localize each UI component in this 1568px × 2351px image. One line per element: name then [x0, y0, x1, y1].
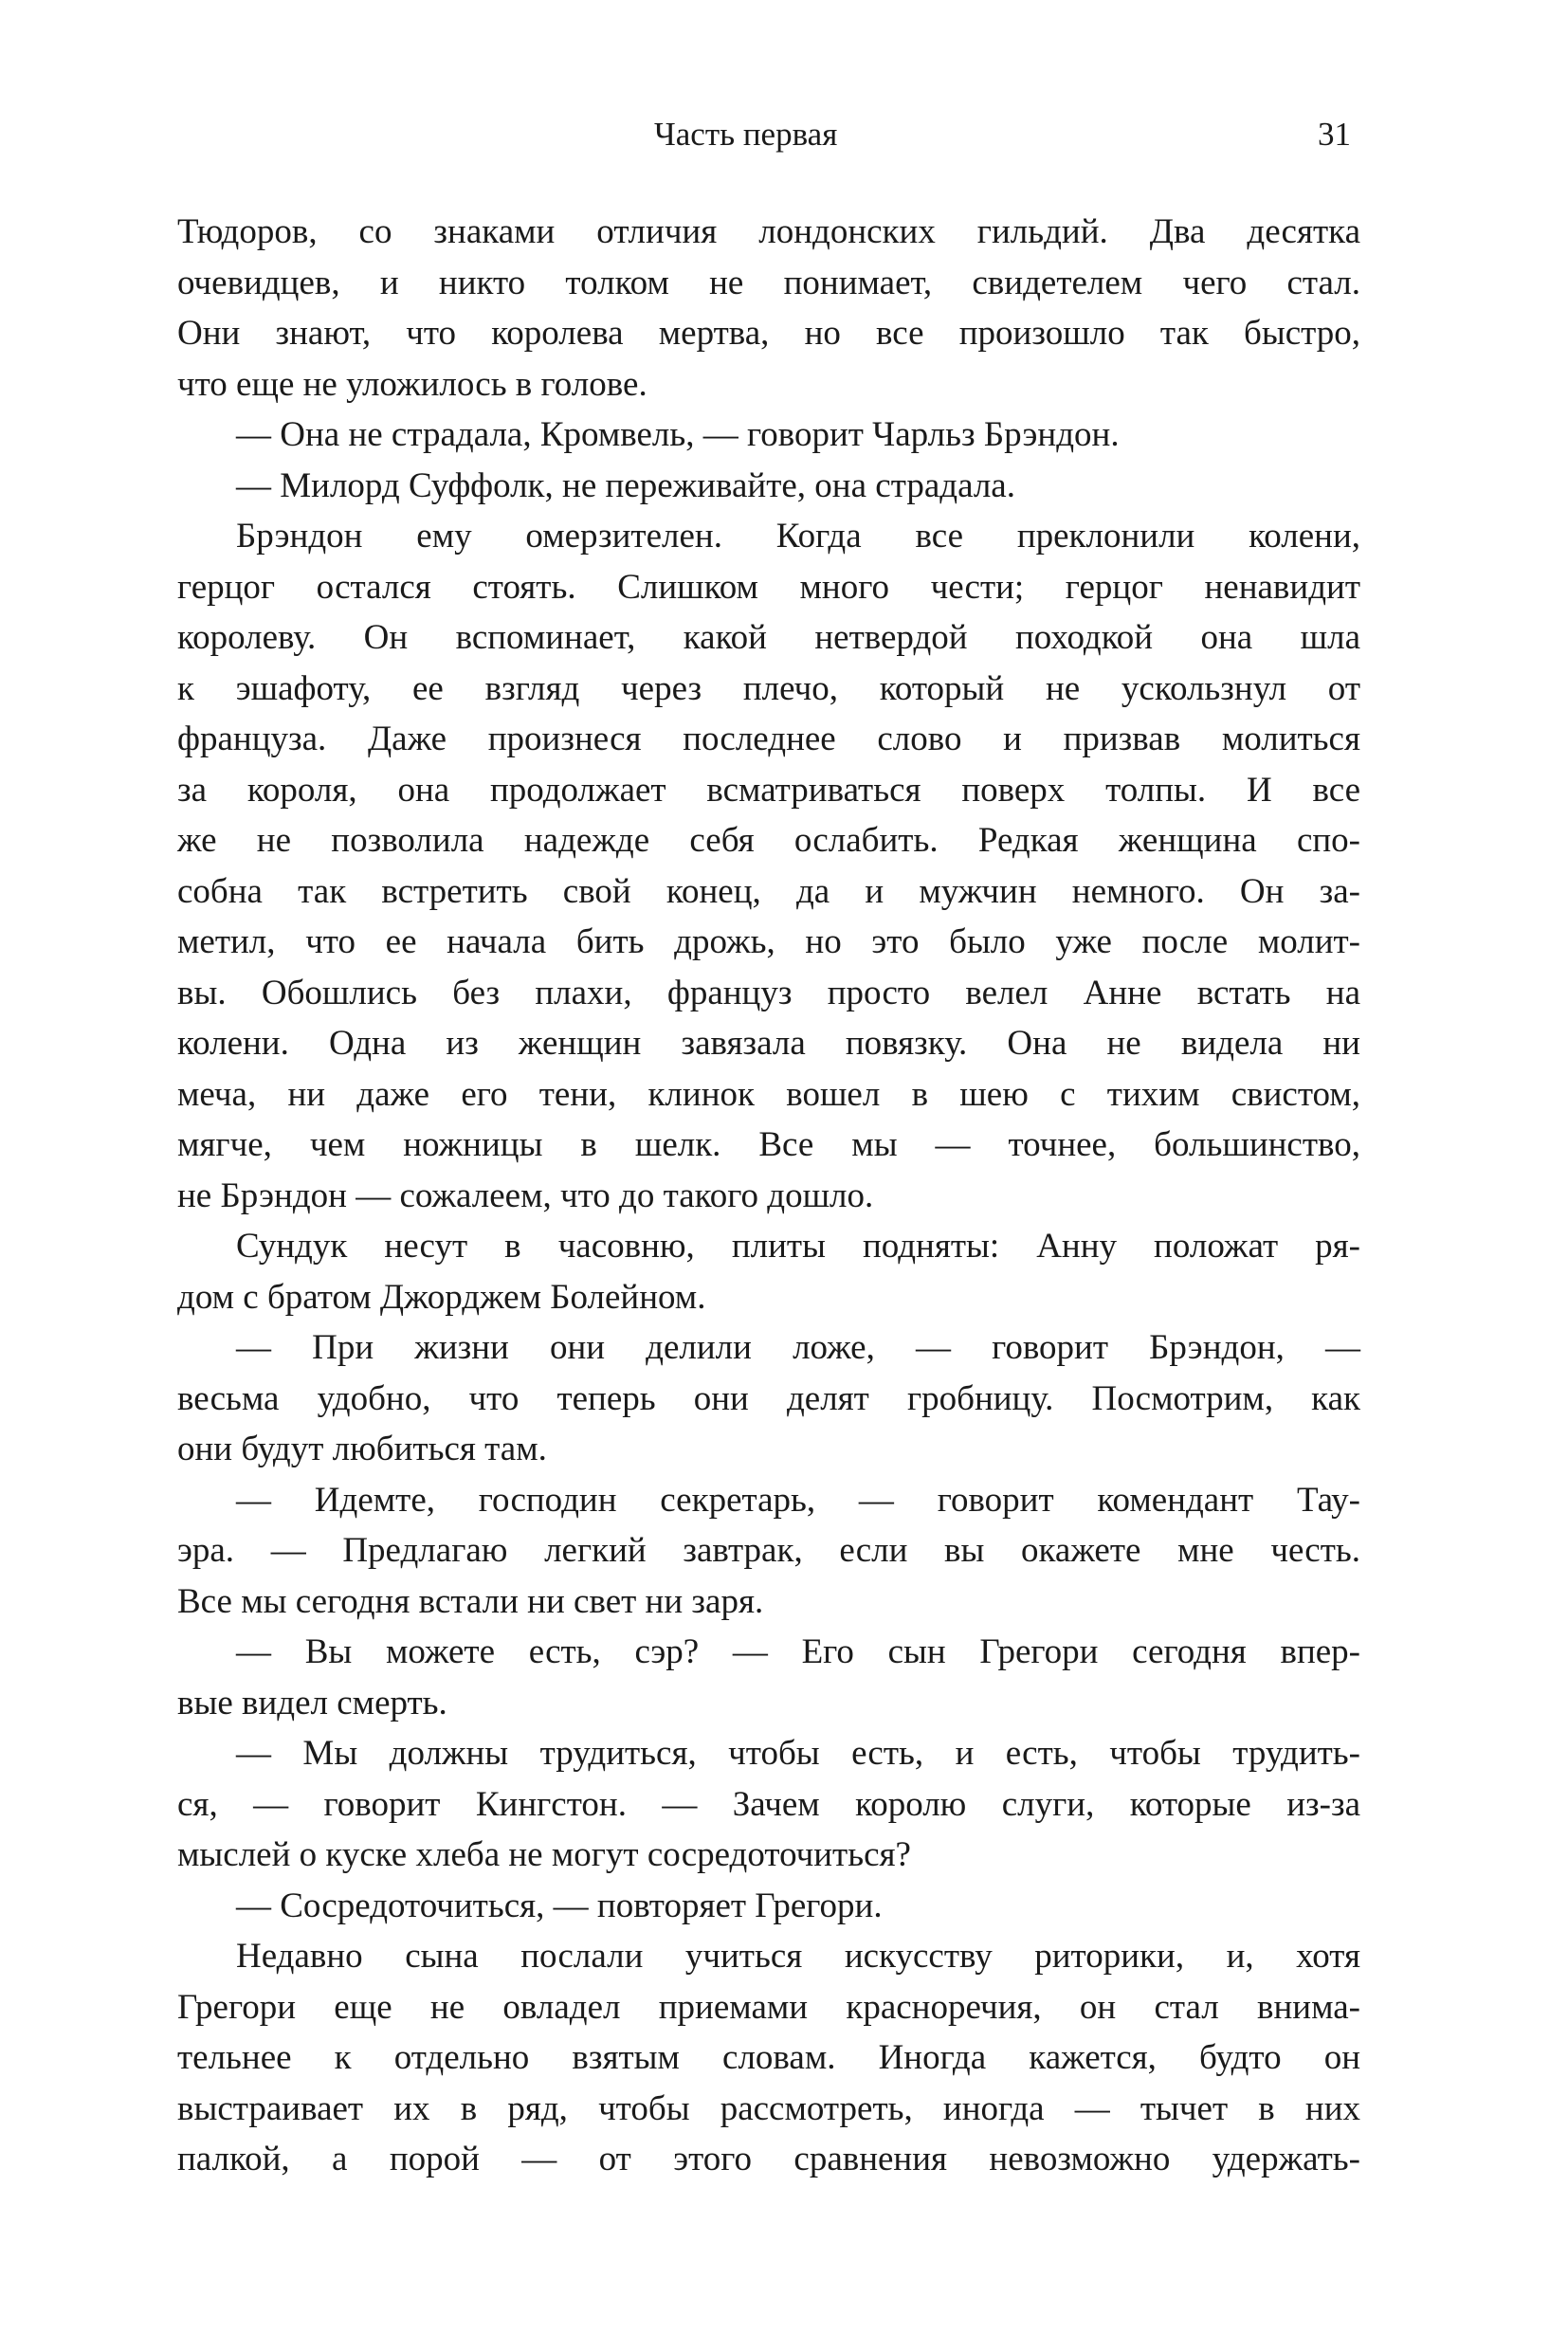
- text-line: герцог остался стоять. Слишком много чести; герцог ненавидит: [177, 567, 1360, 607]
- text-line: мыслей о куске хлеба не могут сосредоточиться?: [177, 1835, 911, 1874]
- text-line: — Милорд Суффолк, не переживайте, она страдала.: [236, 465, 1015, 505]
- text-line: Тюдоров, со знаками отличия лондонских гильдий. Два десятка: [177, 212, 1360, 251]
- text-line: выстраивает их в ряд, чтобы рассмотреть, иногда — тычет в них: [177, 2088, 1360, 2128]
- running-head: [0, 112, 1568, 157]
- text-line: Недавно сына послали учиться искусству риторики, и, хотя: [236, 1937, 1360, 1976]
- text-line: — Она не страдала, Кромвель, — говорит Чарльз Брэндон.: [236, 415, 1120, 454]
- text-line: весьма удобно, что теперь они делят гробницу. Посмотрим, как: [177, 1378, 1360, 1418]
- text-line: — При жизни они делили ложе, — говорит Брэндон, —: [236, 1328, 1360, 1367]
- text-line: — Мы должны трудиться, чтобы есть, и есть, чтобы трудить-: [236, 1734, 1360, 1773]
- text-line: очевидцев, и никто толком не понимает, свидетелем чего стал.: [177, 263, 1360, 302]
- text-line: Сундук несут в часовню, плиты подняты: Анну положат ря-: [236, 1227, 1360, 1266]
- text-line: дом с братом Джорджем Болейном.: [177, 1277, 706, 1317]
- text-line: — Сосредоточиться, — повторяет Грегори.: [236, 1886, 883, 1925]
- text-line: — Идемте, господин секретарь, — говорит комендант Тау-: [236, 1480, 1360, 1520]
- text-line: вые видел смерть.: [177, 1683, 447, 1722]
- running-title: Часть первая: [654, 116, 838, 153]
- body-text: [177, 207, 1360, 2185]
- text-line: за короля, она продолжает всматриваться поверх толпы. И все: [177, 770, 1360, 810]
- text-line: Грегори еще не овладел приемами красноречия, он стал внима-: [177, 1987, 1360, 2027]
- text-line: мягче, чем ножницы в шелк. Все мы — точнее, большинство,: [177, 1125, 1360, 1164]
- text-line: меча, ни даже его тени, клинок вошел в шею с тихим свистом,: [177, 1074, 1360, 1114]
- text-line: Брэндон ему омерзителен. Когда все преклонили колени,: [236, 517, 1360, 556]
- text-line: колени. Одна из женщин завязала повязку. Она не видела ни: [177, 1024, 1360, 1063]
- text-line: ся, — говорит Кингстон. — Зачем королю слуги, которые из-за: [177, 1784, 1360, 1824]
- text-line: собна так встретить свой конец, да и мужчин немного. Он за-: [177, 871, 1360, 911]
- text-line: что еще не уложилось в голове.: [177, 364, 647, 404]
- text-line: не Брэндон — сожалеем, что до такого дошло.: [177, 1176, 874, 1215]
- text-line: же не позволила надежде себя ослабить. Редкая женщина спо-: [177, 821, 1360, 860]
- text-line: тельнее к отдельно взятым словам. Иногда кажется, будто он: [177, 2038, 1360, 2077]
- text-line: — Вы можете есть, сэр? — Его сын Грегори сегодня впер-: [236, 1632, 1360, 1671]
- text-line: француза. Даже произнеся последнее слово и призвав молиться: [177, 720, 1360, 758]
- text-line: вы. Обошлись без плахи, француз просто велел Анне встать на: [177, 973, 1360, 1012]
- text-line: эра. — Предлагаю легкий завтрак, если вы окажете мне честь.: [177, 1531, 1360, 1570]
- text-line: королеву. Он вспоминает, какой нетвердой походкой она шла: [177, 618, 1360, 657]
- text-line: Все мы сегодня встали ни свет ни заря.: [177, 1581, 764, 1621]
- text-line: метил, что ее начала бить дрожь, но это было уже после молит-: [177, 922, 1360, 961]
- text-line: палкой, а порой — от этого сравнения невозможно удержать-: [177, 2140, 1360, 2178]
- page-number: 31: [1318, 116, 1351, 153]
- text-line: Они знают, что королева мертва, но все произошло так быстро,: [177, 314, 1360, 353]
- text-line: к эшафоту, ее взгляд через плечо, который не ускользнул от: [177, 668, 1360, 708]
- text-line: они будут любиться там.: [177, 1430, 547, 1468]
